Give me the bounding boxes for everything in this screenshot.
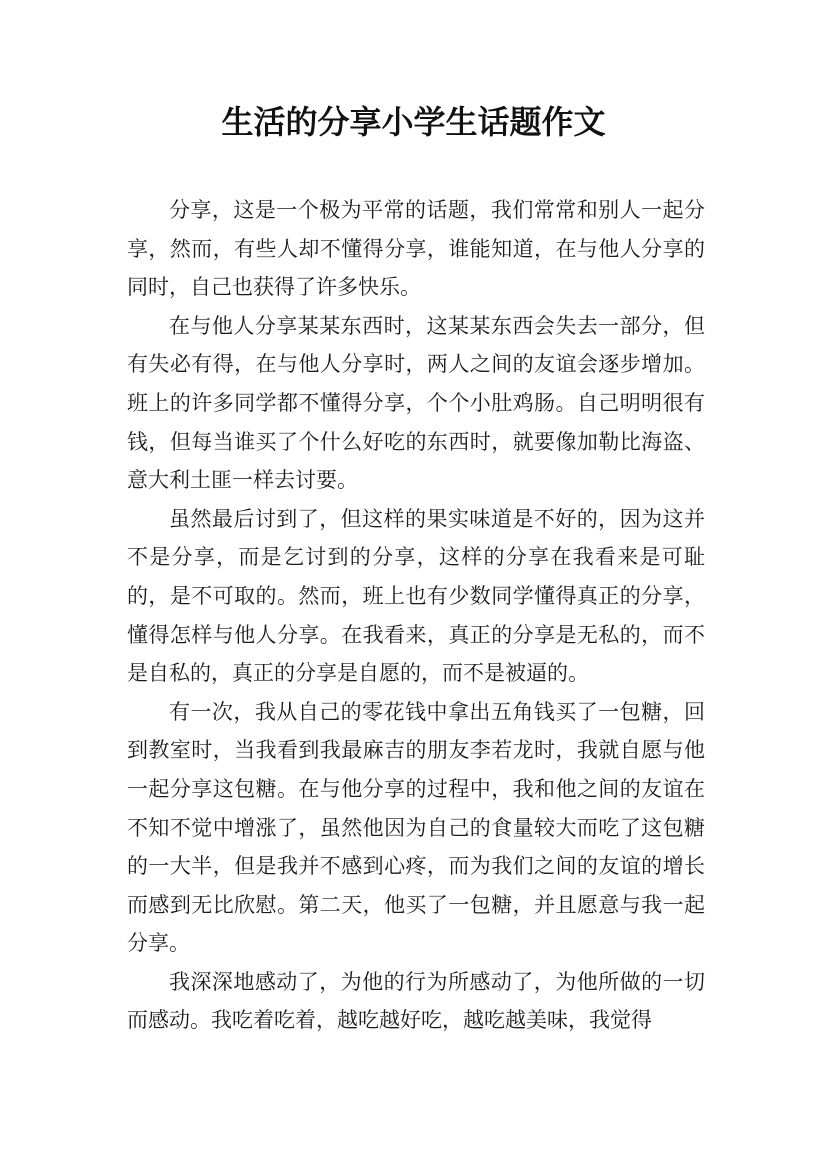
paragraph: 在与他人分享某某东西时，这某某东西会失去一部分，但有失必有得，在与他人分享时，两人之间的友谊会逐步增加。班上的许多同学都不懂得分享，个个小肚鸡肠。自己明明很有钱，但每当谁买了个什么好吃的东西时，就要像加勒比海盗、意大利土匪一样去讨要。 (127, 313, 705, 493)
paragraph: 我深深地感动了，为他的行为所感动了，为他所做的一切而感动。我吃着吃着，越吃越好吃，越吃越美味，我觉得 (127, 969, 705, 1033)
document-body (127, 191, 705, 1040)
paragraph: 有一次，我从自己的零花钱中拿出五角钱买了一包糖，回到教室时，当我看到我最麻吉的朋友李若龙时，我就自愿与他一起分享这包糖。在与他分享的过程中，我和他之间的友谊在不知不觉中增涨了，虽然他因为自己的食量较大而吃了这包糖的一大半，但是我并不感到心疼，而为我们之间的友谊的增长而感到无比欣慰。第二天，他买了一包糖，并且愿意与我一起分享。 (127, 699, 705, 956)
paragraph: 分享，这是一个极为平常的话题，我们常常和别人一起分享，然而，有些人却不懂得分享，谁能知道，在与他人分享的同时，自己也获得了许多快乐。 (127, 198, 705, 300)
paragraph: 虽然最后讨到了，但这样的果实味道是不好的，因为这并不是分享，而是乞讨到的分享，这样的分享在我看来是可耻的，是不可取的。然而，班上也有少数同学懂得真正的分享，懂得怎样与他人分享。在我看来，真正的分享是无私的，而不是自私的，真正的分享是自愿的，而不是被逼的。 (127, 506, 705, 686)
document-title: 生活的分享小学生话题作文 (221, 103, 606, 141)
